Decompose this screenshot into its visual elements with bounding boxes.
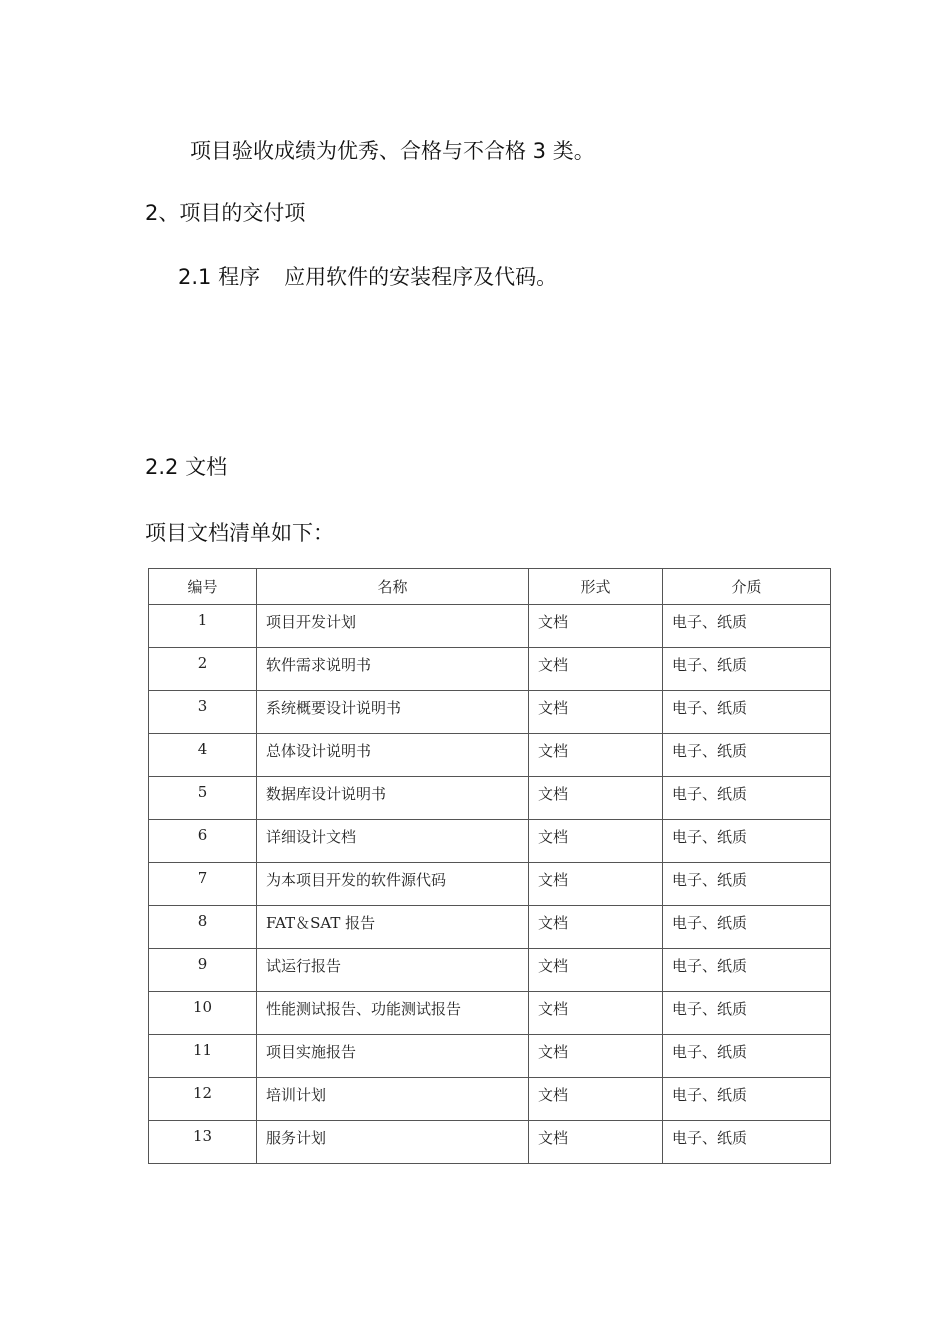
- cell-form: 文档: [529, 949, 663, 992]
- cell-media: 电子、纸质: [663, 1035, 831, 1078]
- table-row: [149, 906, 831, 949]
- table-row: [149, 1121, 831, 1164]
- cell-number: 3: [149, 691, 257, 734]
- table-row: [149, 820, 831, 863]
- cell-name: 数据库设计说明书: [257, 777, 529, 820]
- cell-number: 10: [149, 992, 257, 1035]
- cell-media: 电子、纸质: [663, 648, 831, 691]
- cell-number: 11: [149, 1035, 257, 1078]
- header-number: 编号: [149, 569, 257, 605]
- cell-media: 电子、纸质: [663, 820, 831, 863]
- cell-media: 电子、纸质: [663, 777, 831, 820]
- cell-number: 12: [149, 1078, 257, 1121]
- cell-name: 软件需求说明书: [257, 648, 529, 691]
- cell-form: 文档: [529, 906, 663, 949]
- doc-list-intro: 项目文档清单如下：: [145, 521, 334, 545]
- cell-number: 13: [149, 1121, 257, 1164]
- cell-name: 详细设计文档: [257, 820, 529, 863]
- table-row: [149, 1078, 831, 1121]
- header-form: 形式: [529, 569, 663, 605]
- cell-media: 电子、纸质: [663, 1121, 831, 1164]
- table-row: [149, 777, 831, 820]
- table-row: [149, 949, 831, 992]
- cell-number: 1: [149, 605, 257, 648]
- table-body: [149, 605, 831, 1164]
- cell-form: 文档: [529, 648, 663, 691]
- cell-name: 项目开发计划: [257, 605, 529, 648]
- section-2-1-label: 2.1 程序: [178, 265, 261, 289]
- cell-form: 文档: [529, 605, 663, 648]
- cell-form: 文档: [529, 1121, 663, 1164]
- cell-media: 电子、纸质: [663, 863, 831, 906]
- cell-name: 性能测试报告、功能测试报告: [257, 992, 529, 1035]
- table-row: [149, 1035, 831, 1078]
- table-row: [149, 992, 831, 1035]
- cell-form: 文档: [529, 820, 663, 863]
- cell-name: 试运行报告: [257, 949, 529, 992]
- cell-media: 电子、纸质: [663, 949, 831, 992]
- table-header-row: [149, 569, 831, 605]
- header-name: 名称: [257, 569, 529, 605]
- cell-form: 文档: [529, 992, 663, 1035]
- section-2-2-heading: 2.2 文档: [145, 455, 228, 479]
- header-media: 介质: [663, 569, 831, 605]
- cell-media: 电子、纸质: [663, 605, 831, 648]
- table-row: [149, 648, 831, 691]
- table-row: [149, 605, 831, 648]
- cell-number: 8: [149, 906, 257, 949]
- section-2-1-paragraph: [178, 262, 557, 292]
- cell-name: FAT＆SAT 报告: [257, 906, 529, 949]
- cell-number: 9: [149, 949, 257, 992]
- cell-media: 电子、纸质: [663, 691, 831, 734]
- table-row: [149, 691, 831, 734]
- cell-media: 电子、纸质: [663, 992, 831, 1035]
- cell-form: 文档: [529, 863, 663, 906]
- cell-number: 5: [149, 777, 257, 820]
- section-2-heading: 2、项目的交付项: [145, 201, 306, 225]
- cell-form: 文档: [529, 777, 663, 820]
- section-2-1-text: 应用软件的安装程序及代码。: [284, 265, 558, 289]
- table-row: [149, 734, 831, 777]
- table-row: [149, 863, 831, 906]
- cell-number: 4: [149, 734, 257, 777]
- cell-name: 培训计划: [257, 1078, 529, 1121]
- cell-number: 6: [149, 820, 257, 863]
- cell-form: 文档: [529, 1078, 663, 1121]
- cell-name: 服务计划: [257, 1121, 529, 1164]
- cell-form: 文档: [529, 734, 663, 777]
- cell-form: 文档: [529, 1035, 663, 1078]
- cell-name: 项目实施报告: [257, 1035, 529, 1078]
- cell-name: 为本项目开发的软件源代码: [257, 863, 529, 906]
- cell-number: 2: [149, 648, 257, 691]
- document-list-table: [148, 568, 831, 1164]
- cell-name: 总体设计说明书: [257, 734, 529, 777]
- cell-media: 电子、纸质: [663, 906, 831, 949]
- cell-media: 电子、纸质: [663, 1078, 831, 1121]
- cell-form: 文档: [529, 691, 663, 734]
- acceptance-paragraph: 项目验收成绩为优秀、合格与不合格 3 类。: [190, 139, 595, 163]
- cell-media: 电子、纸质: [663, 734, 831, 777]
- cell-number: 7: [149, 863, 257, 906]
- cell-name: 系统概要设计说明书: [257, 691, 529, 734]
